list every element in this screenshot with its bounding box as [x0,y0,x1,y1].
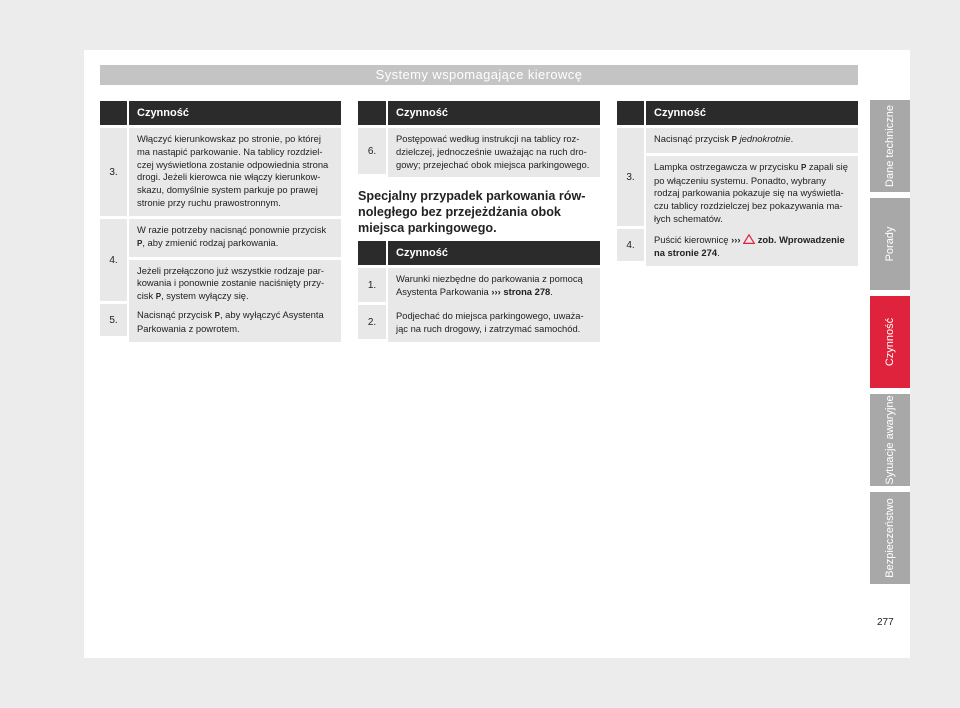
table-header [617,101,858,125]
table-row [617,229,858,261]
step-number: 3. [617,128,644,226]
step-number: 5. [100,304,127,336]
steps-table-2 [358,101,600,177]
step-text: Puścić kierownicę ››› zob. Wprowadzenie na stronie 274. [646,229,858,266]
park-assist-icon: P [155,292,162,302]
step-number: 1. [358,268,386,302]
step-text: Włączyć kierunkowskaz po stronie, po której ma nastąpić parkowanie. Na tablicy rozdziel-czej wyświetlona zostanie odpowiednia strona drogi. Jeżeli kierowca nie włączy kierunkow-skazu, domyślnie system parkuje po prawej stronie przy ruchu prawostronnym. [129,128,341,216]
park-assist-icon: P [214,311,220,320]
step-text: W razie potrzeby nacisnąć ponownie przycisk P, aby zmienić rodzaj parkowania. [129,219,341,257]
step-number: 4. [100,219,127,301]
page-reference-link[interactable]: strona 278 [500,285,551,297]
arrow-glyph: ››› [731,234,741,245]
tab-czynnosc[interactable]: Czynność [870,296,910,388]
step-text: Nacisnąć przycisk P jednokrotnie. [646,128,858,153]
step-text: Lampka ostrzegawcza w przycisku P zapali się po włączeniu systemu. Ponadto, wybrany rodzaj parkowania pokazuje się na wyświetla-czu tablicy rozdzielczej bez pokazywania ma-łych schematów. [646,156,858,232]
arrow-glyph: ››› [491,285,501,297]
table-header-label: Czynność [388,101,600,125]
step-text: Warunki niezbędne do parkowania z pomocą Asystenta Parkowania ››› strona 278. [388,268,600,305]
park-assist-icon: P [731,135,737,144]
table-row [358,268,600,302]
table-header-label: Czynność [129,101,341,125]
tab-porady[interactable]: Porady [870,198,910,290]
step-number: 4. [617,229,644,261]
table-row [100,128,341,216]
table-header [358,101,600,125]
tab-bezpieczenstwo[interactable]: Bezpieczeństwo [870,492,910,584]
park-assist-icon: P [137,238,143,248]
table-row [100,219,341,301]
step-text: Podjechać do miejsca parkingowego, uważa-jąc na ruch drogowy, i zatrzymać samochód. [388,305,600,342]
page-header: Systemy wspomagające kierowcę [100,65,858,85]
page-reference-link[interactable]: zob. Wprowadzenie na stronie 274 [654,234,845,258]
table-row [358,305,600,339]
table-header-label: Czynność [388,241,600,265]
tab-sytuacje-awaryjne[interactable]: Sytuacje awaryjne [870,394,910,486]
page-number: 277 [877,617,894,628]
step-number: 3. [100,128,127,216]
step-number: 2. [358,305,386,339]
steps-table-4 [617,101,858,264]
table-row [617,128,858,226]
step-text: Nacisnąć przycisk P, aby wyłączyć Asystenta Parkowania z powrotem. [129,304,341,342]
table-row [100,304,341,336]
step-text: Postępować według instrukcji na tablicy roz-dzielczej, jednocześnie uważając na ruch dro-gowy; przejechać obok miejsca parkingowego. [388,128,600,177]
steps-table-3 [358,241,600,342]
step-number: 6. [358,128,386,174]
table-header [100,101,341,125]
section-heading: Specjalny przypadek parkowania rów-noległego bez przejeżdżania obok miejsca parkingowego. [358,189,586,235]
tab-dane-techniczne[interactable]: Dane techniczne [870,100,910,192]
table-header-label: Czynność [646,101,858,125]
park-assist-icon: P [800,162,807,172]
warning-triangle-icon [743,234,755,244]
table-row [358,128,600,174]
table-header [358,241,600,265]
step-text: Jeżeli przełączono już wszystkie rodzaje par-kowania i ponownie zostanie naciśnięty przy-cisk P, system wyłączy się. [129,260,341,310]
steps-table-1 [100,101,341,339]
